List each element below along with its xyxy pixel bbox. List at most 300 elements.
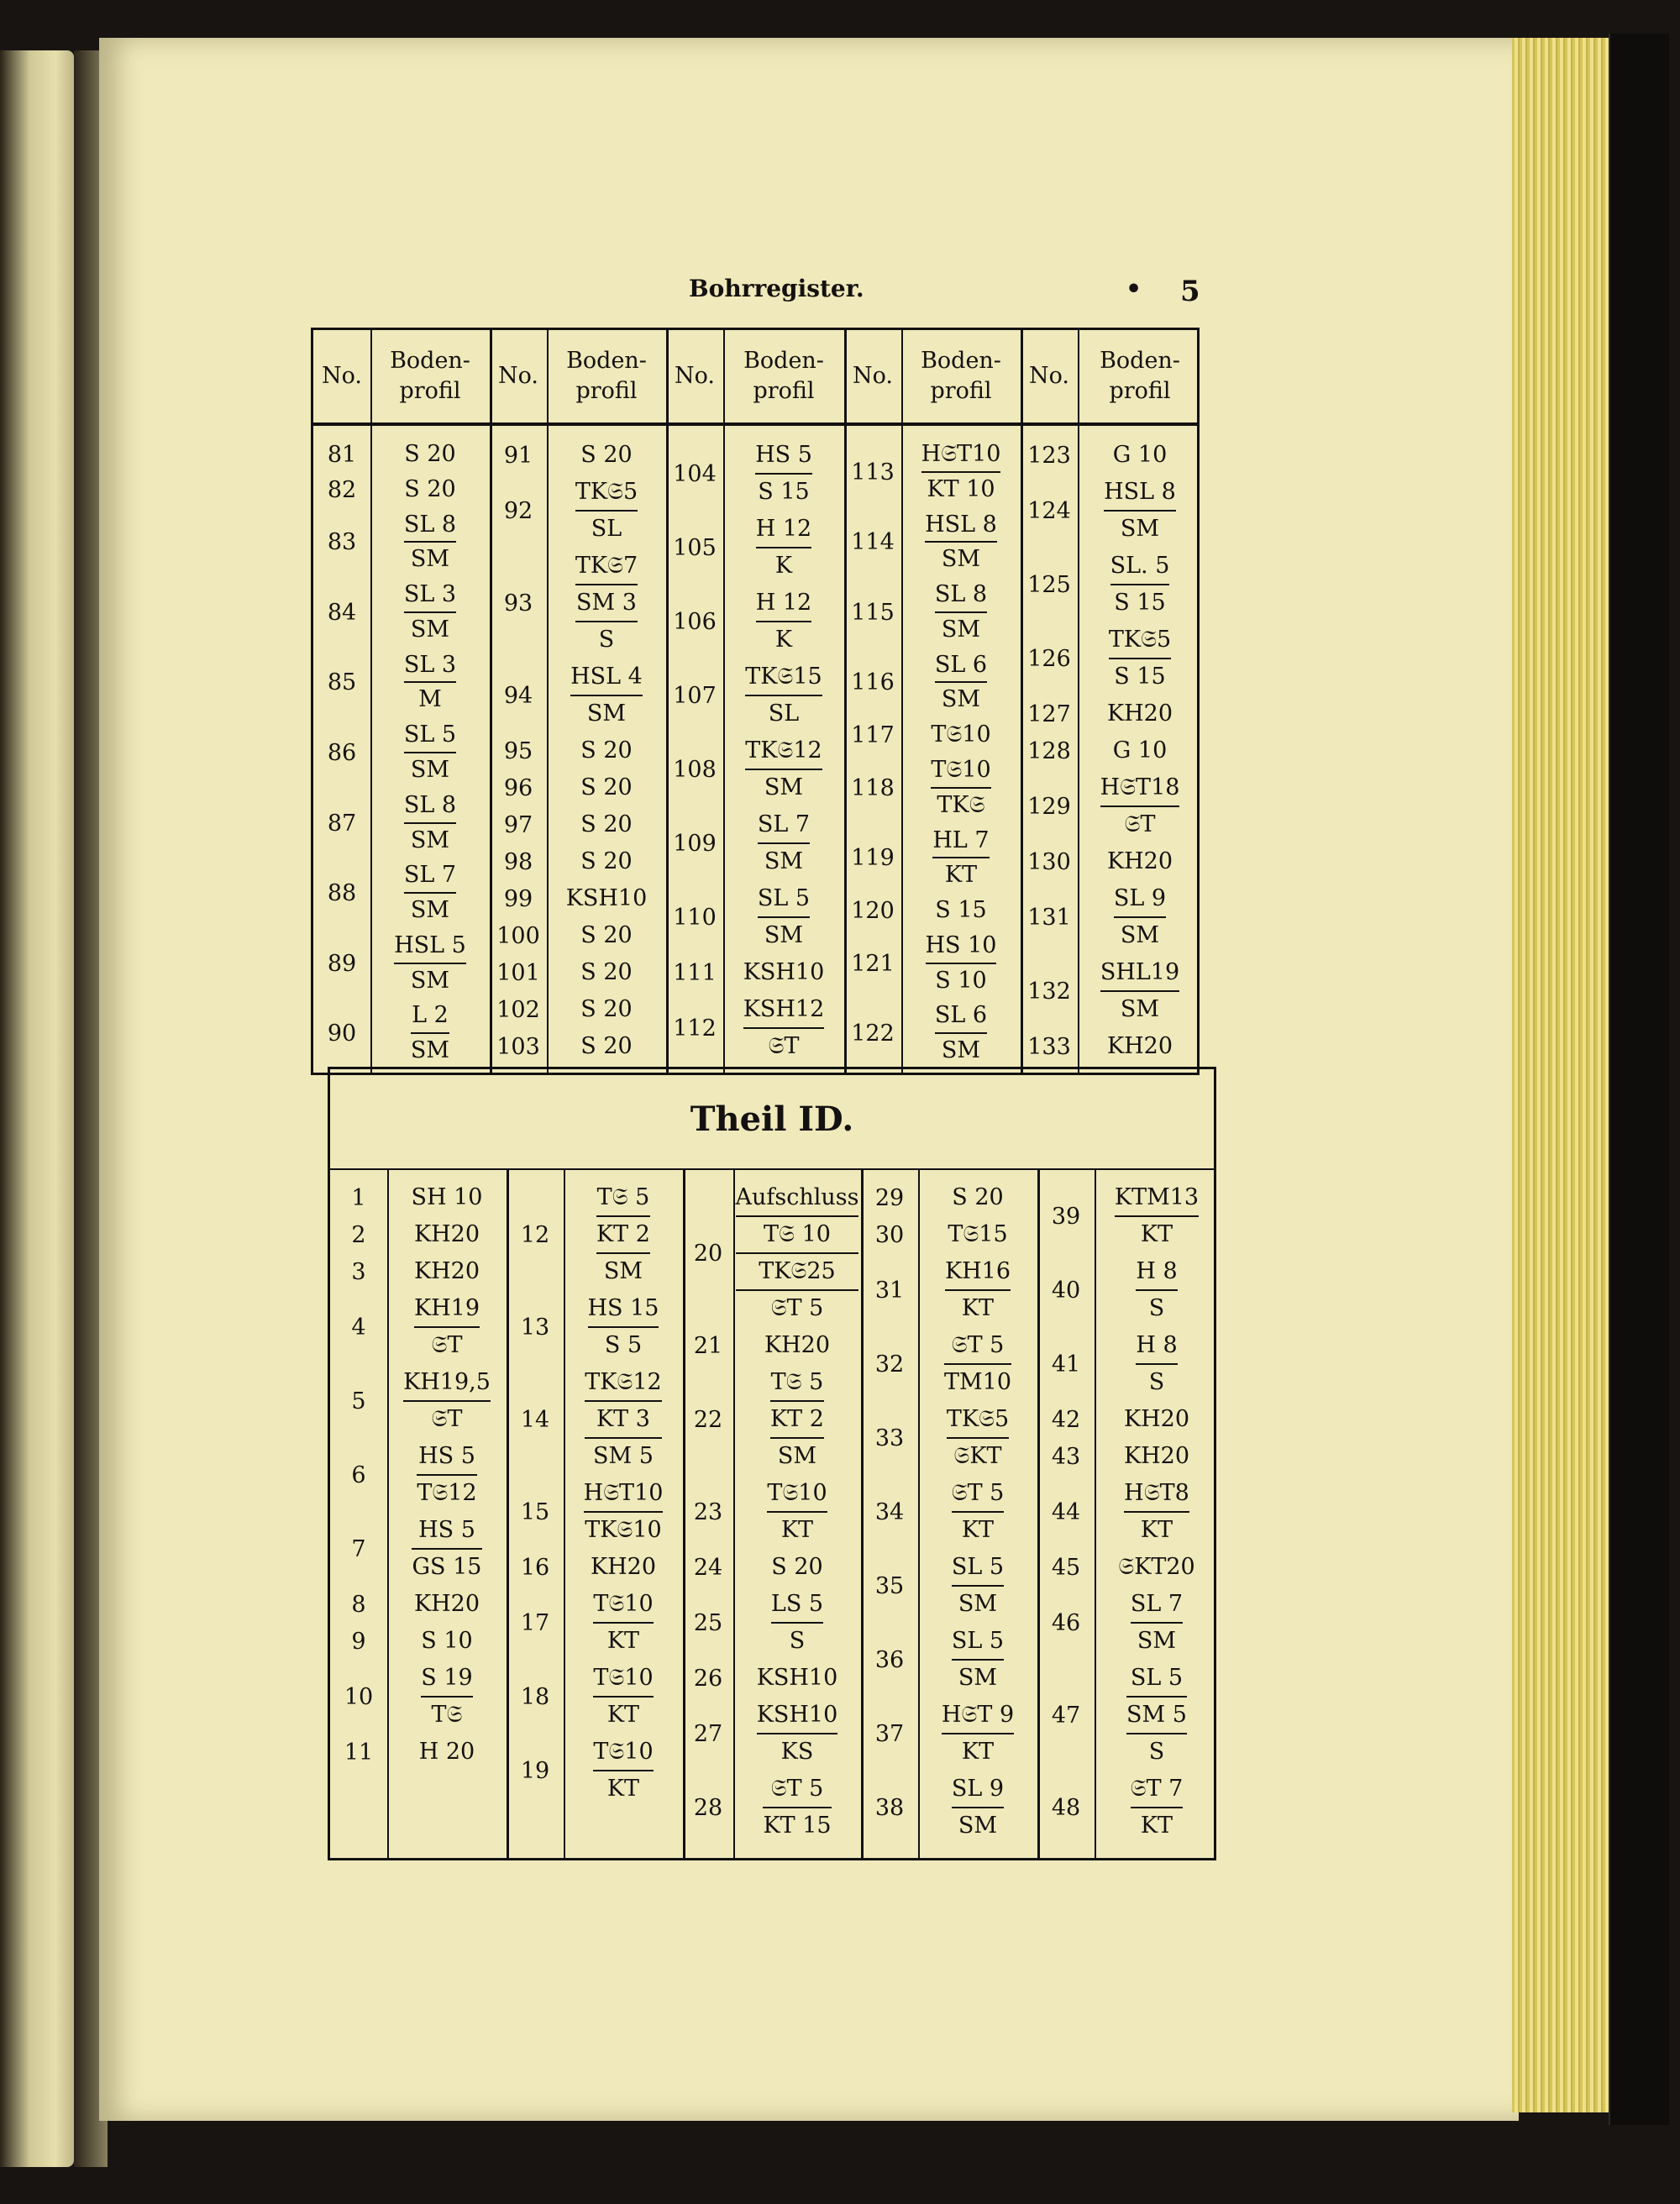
- header-line-2: profil: [1109, 378, 1171, 404]
- borehole-table-part1: [311, 328, 1200, 1075]
- soil-profile: [901, 929, 1021, 998]
- profile-lower: SM: [758, 916, 810, 953]
- soil-profile: [733, 1698, 861, 1770]
- soil-profile-fraction: [743, 992, 825, 1064]
- profile-upper: T𝔖10: [593, 1739, 654, 1765]
- profile-upper: HS 10: [925, 931, 997, 958]
- profile-lower: SM: [394, 963, 466, 998]
- profile-upper: HSL 5: [394, 931, 466, 958]
- soil-profile-fraction: [575, 475, 638, 547]
- profile-upper: H 12: [755, 516, 812, 542]
- profile-lower: 𝔖T: [403, 1400, 491, 1437]
- profile-upper: 𝔖KT20: [1118, 1554, 1195, 1580]
- soil-profile: [918, 1402, 1037, 1474]
- header-no: No.: [498, 363, 538, 389]
- boring-number: 94: [503, 683, 533, 709]
- profile-lower: KT 2: [770, 1400, 824, 1437]
- boring-number: 107: [673, 683, 717, 709]
- profile-lower: SM: [1100, 990, 1179, 1027]
- soil-profile-fraction: [417, 1439, 476, 1511]
- boring-number: 28: [693, 1795, 723, 1821]
- soil-profile-fraction: [570, 659, 643, 732]
- profile-lower: KT: [945, 1289, 1011, 1326]
- boring-number: 111: [673, 960, 717, 986]
- boring-number: 132: [1027, 979, 1071, 1005]
- profile-lower: S 15: [755, 473, 812, 510]
- boring-number: 87: [327, 810, 357, 837]
- profile-upper: S 15: [935, 897, 987, 924]
- boring-number: 33: [874, 1425, 905, 1451]
- profile-lower: TK𝔖: [931, 787, 990, 822]
- soil-profile-fraction: [1113, 438, 1168, 473]
- boring-number: 17: [520, 1610, 550, 1636]
- boring-number: 120: [851, 898, 895, 924]
- soil-profile: [1095, 1476, 1219, 1548]
- soil-profile: [387, 1365, 507, 1437]
- boring-number: 44: [1051, 1499, 1081, 1525]
- boring-number: 129: [1027, 794, 1071, 820]
- boring-number: 29: [874, 1185, 905, 1211]
- profile-upper: H 8: [1136, 1258, 1178, 1284]
- profile-lower: SM: [952, 1659, 1004, 1696]
- profile-lower: S: [1136, 1363, 1177, 1400]
- header-line-1: Boden-: [921, 348, 1001, 374]
- soil-profile-fraction: [580, 807, 632, 842]
- profile-upper: H 20: [418, 1739, 475, 1765]
- page-number: 5: [1180, 275, 1200, 308]
- soil-profile: [547, 659, 666, 732]
- soil-profile-fraction: [743, 955, 825, 990]
- soil-profile: [370, 929, 490, 998]
- soil-profile-fraction: [404, 648, 456, 717]
- soil-profile: [723, 659, 844, 732]
- soil-profile-fraction: [931, 718, 990, 752]
- profile-upper: T𝔖10: [593, 1665, 654, 1691]
- profile-upper: SL 5: [403, 722, 457, 748]
- soil-profile: [547, 918, 666, 953]
- boring-number: 86: [327, 740, 357, 766]
- soil-profile-fraction: [757, 1661, 838, 1696]
- soil-profile-fraction: [580, 918, 632, 953]
- boring-number: 114: [851, 529, 895, 556]
- profile-upper: SL 7: [403, 862, 457, 889]
- soil-profile-fraction: [580, 770, 632, 806]
- soil-profile: [918, 1217, 1037, 1252]
- boring-number: 18: [520, 1684, 550, 1710]
- profile-upper: H 12: [755, 590, 812, 616]
- boring-number: 27: [693, 1721, 723, 1747]
- boring-number: 45: [1051, 1555, 1081, 1581]
- profile-upper: HSL 8: [925, 511, 997, 538]
- soil-profile: [547, 992, 666, 1027]
- profile-upper: T𝔖15: [948, 1221, 1008, 1247]
- soil-profile: [901, 753, 1021, 822]
- soil-profile: [723, 585, 844, 658]
- profile-lower: SM: [952, 1807, 1004, 1844]
- soil-profile-fraction: [580, 438, 632, 473]
- soil-profile: [733, 1661, 861, 1696]
- soil-profile-fraction: [394, 929, 466, 998]
- boring-number: 25: [693, 1610, 723, 1636]
- soil-profile: [918, 1771, 1037, 1844]
- profile-upper: KSH10: [565, 885, 648, 911]
- profile-upper: HSL 4: [570, 664, 643, 690]
- soil-profile-fraction: [421, 1661, 472, 1733]
- boring-number: 85: [327, 669, 357, 696]
- header-bodenprofil: [370, 330, 490, 422]
- boring-number: 12: [520, 1222, 550, 1248]
- soil-profile-fraction: [770, 1365, 824, 1474]
- profile-upper: S 19: [421, 1665, 473, 1691]
- profile-upper: SL. 5: [1110, 553, 1170, 579]
- boring-number: 88: [327, 880, 357, 907]
- soil-profile: [723, 733, 844, 806]
- profile-upper: S 20: [580, 811, 633, 837]
- soil-profile-fraction: [412, 1180, 483, 1215]
- profile-lower: SM: [925, 541, 997, 576]
- soil-profile: [370, 999, 490, 1068]
- soil-profile: [387, 1513, 507, 1585]
- profile-upper: SL 6: [934, 651, 988, 678]
- boring-number: 84: [327, 599, 357, 626]
- soil-profile: [723, 438, 844, 510]
- soil-profile: [387, 1661, 507, 1733]
- header-no: No.: [675, 363, 715, 389]
- profile-upper: KH20: [1106, 1033, 1173, 1059]
- boring-number: 32: [874, 1351, 905, 1378]
- profile-lower: SM: [935, 611, 987, 647]
- profile-lower: KT 3: [585, 1400, 662, 1437]
- profile-upper: 𝔖T 5: [951, 1480, 1005, 1506]
- soil-profile-fraction: [575, 548, 638, 658]
- boring-number: 43: [1051, 1444, 1081, 1470]
- soil-profile-fraction: [404, 578, 456, 647]
- soil-profile: [723, 955, 844, 990]
- boring-number: 6: [351, 1462, 366, 1488]
- profile-upper: LS 5: [770, 1591, 824, 1617]
- boring-number: 91: [503, 443, 533, 469]
- soil-profile: [901, 894, 1021, 927]
- profile-lower: SL: [575, 510, 638, 547]
- boring-number: 110: [673, 905, 717, 931]
- profile-upper: S 20: [771, 1554, 823, 1580]
- profile-lower: SM: [770, 1437, 824, 1474]
- soil-profile: [370, 438, 490, 471]
- boring-number: 38: [874, 1795, 905, 1821]
- book-cover: [1609, 34, 1669, 2125]
- soil-profile-fraction: [926, 929, 997, 998]
- profile-upper: TK𝔖12: [585, 1369, 662, 1395]
- boring-number: 2: [351, 1222, 366, 1248]
- soil-profile-fraction: [591, 1550, 656, 1585]
- profile-upper: T𝔖10: [767, 1480, 827, 1506]
- soil-profile-fraction: [404, 858, 456, 927]
- soil-profile: [901, 648, 1021, 717]
- boring-number: 15: [520, 1499, 550, 1525]
- soil-profile: [1078, 475, 1202, 547]
- soil-profile: [387, 1439, 507, 1511]
- soil-profile: [733, 1328, 861, 1363]
- soil-profile-fraction: [1131, 1771, 1184, 1844]
- header-line-2: profil: [575, 378, 638, 404]
- soil-profile: [547, 770, 666, 806]
- profile-upper: S 20: [580, 737, 633, 764]
- boring-number: 34: [874, 1499, 905, 1525]
- profile-lower: SM: [952, 1585, 1004, 1622]
- soil-profile-fraction: [925, 508, 997, 577]
- profile-lower: 𝔖T 5: [736, 1289, 859, 1326]
- profile-lower: KT: [1124, 1511, 1189, 1548]
- boring-number: 96: [503, 775, 533, 801]
- table-header: [313, 330, 1197, 426]
- boring-number: 105: [673, 535, 717, 561]
- boring-number: 133: [1027, 1034, 1071, 1060]
- boring-number: 30: [874, 1222, 905, 1248]
- profile-upper: KH20: [1123, 1406, 1190, 1432]
- profile-lower: SM 5: [1126, 1696, 1187, 1733]
- profile-upper: SL 9: [951, 1776, 1005, 1802]
- boring-number: 95: [503, 738, 533, 764]
- soil-profile: [733, 1180, 861, 1326]
- soil-profile: [1095, 1771, 1219, 1844]
- soil-profile-fraction: [404, 718, 456, 787]
- soil-profile: [370, 508, 490, 577]
- boring-number: 89: [327, 950, 357, 977]
- boring-number: 92: [503, 498, 533, 524]
- profile-upper: SL 5: [951, 1554, 1005, 1580]
- boring-number: 106: [673, 609, 717, 635]
- profile-lower: SM: [1131, 1622, 1183, 1659]
- soil-profile: [733, 1771, 861, 1844]
- profile-upper: KH20: [1123, 1443, 1190, 1469]
- boring-number: 47: [1051, 1703, 1081, 1729]
- boring-number: 104: [673, 461, 717, 487]
- boring-number: 130: [1027, 849, 1071, 875]
- header-no: No.: [853, 363, 893, 389]
- soil-profile: [901, 824, 1021, 893]
- soil-profile-fraction: [935, 894, 986, 927]
- soil-profile: [733, 1550, 861, 1585]
- soil-profile-fraction: [1136, 1254, 1177, 1326]
- soil-profile: [370, 718, 490, 787]
- profile-upper: KSH10: [756, 1702, 838, 1728]
- soil-profile-fraction: [948, 1217, 1007, 1252]
- profile-upper: KH19,5: [403, 1369, 491, 1395]
- soil-profile-fraction: [935, 999, 987, 1068]
- soil-profile: [547, 475, 666, 547]
- profile-lower: KT: [593, 1770, 653, 1807]
- soil-profile-fraction: [412, 1513, 481, 1585]
- soil-profile-fraction: [757, 1698, 838, 1770]
- soil-profile-fraction: [1107, 696, 1173, 732]
- soil-profile: [387, 1291, 507, 1363]
- soil-profile: [370, 648, 490, 717]
- profile-upper: HS 5: [418, 1517, 475, 1543]
- soil-profile: [387, 1180, 507, 1215]
- profile-lower: 𝔖T: [414, 1326, 480, 1363]
- profile-upper: SL 7: [757, 811, 811, 837]
- soil-profile: [370, 858, 490, 927]
- profile-upper: HS 5: [755, 442, 812, 468]
- profile-upper: KH20: [413, 1258, 480, 1284]
- soil-profile-fraction: [580, 992, 632, 1027]
- boring-number: 22: [693, 1407, 723, 1433]
- profile-upper: T𝔖 5: [770, 1369, 824, 1395]
- profile-upper: H𝔖T8: [1124, 1480, 1189, 1506]
- soil-profile: [918, 1550, 1037, 1622]
- profile-lower: T𝔖: [421, 1696, 472, 1733]
- header-line-1: Boden-: [1100, 348, 1180, 374]
- profile-lower: KT: [593, 1622, 653, 1659]
- soil-profile-fraction: [767, 1476, 827, 1548]
- boring-number: 102: [496, 997, 540, 1023]
- boring-number: 116: [851, 669, 895, 696]
- soil-profile-fraction: [921, 438, 1001, 506]
- soil-profile-fraction: [758, 881, 810, 953]
- header-no: No.: [322, 363, 362, 389]
- profile-lower: KT 10: [921, 471, 1001, 506]
- profile-upper: SL 5: [951, 1628, 1005, 1654]
- profile-upper: H𝔖T10: [921, 441, 1001, 467]
- profile-upper: H𝔖T 9: [941, 1702, 1015, 1728]
- profile-upper: TK𝔖7: [575, 553, 638, 579]
- profile-lower: SM: [570, 695, 643, 732]
- profile-lower: M: [404, 681, 456, 716]
- profile-lower: T𝔖 10: [736, 1215, 859, 1252]
- profile-upper: S 20: [404, 441, 456, 467]
- soil-profile-fraction: [1110, 548, 1170, 621]
- soil-profile: [1095, 1328, 1219, 1400]
- boring-number: 40: [1051, 1278, 1081, 1304]
- profile-upper: G 10: [1112, 737, 1168, 764]
- soil-profile: [1078, 622, 1202, 695]
- profile-upper: S 20: [580, 848, 633, 874]
- soil-profile: [733, 1365, 861, 1474]
- soil-profile: [918, 1328, 1037, 1400]
- profile-upper: H 8: [1136, 1332, 1178, 1358]
- soil-profile-fraction: [942, 1698, 1014, 1770]
- profile-upper: KSH12: [743, 996, 825, 1022]
- boring-number: 122: [851, 1021, 895, 1047]
- soil-profile-fraction: [756, 512, 812, 584]
- profile-upper: SL 6: [934, 1002, 988, 1029]
- soil-profile: [918, 1624, 1037, 1696]
- soil-profile-fraction: [736, 1180, 859, 1326]
- profile-lower: SM 3: [575, 584, 638, 621]
- boring-number: 24: [693, 1555, 723, 1581]
- boring-number: 16: [520, 1555, 550, 1581]
- boring-number: 128: [1027, 738, 1071, 764]
- boring-number: 20: [693, 1241, 723, 1267]
- soil-profile: [564, 1180, 683, 1289]
- soil-profile: [370, 789, 490, 858]
- boring-number: 98: [503, 849, 533, 875]
- profile-lower: SM: [1114, 916, 1166, 953]
- profile-upper: S 20: [580, 959, 633, 985]
- profile-upper: TK𝔖5: [575, 479, 638, 505]
- soil-profile-fraction: [947, 1402, 1009, 1474]
- soil-profile: [547, 1029, 666, 1064]
- soil-profile-fraction: [771, 1587, 823, 1659]
- soil-profile: [1078, 770, 1202, 842]
- boring-number: 8: [351, 1592, 366, 1618]
- boring-number: 46: [1051, 1610, 1081, 1636]
- header-bodenprofil: [901, 330, 1021, 422]
- soil-profile-fraction: [952, 1180, 1003, 1215]
- profile-lower: T𝔖12: [417, 1474, 476, 1511]
- boring-number: 21: [693, 1333, 723, 1359]
- soil-profile-fraction: [1115, 1180, 1199, 1252]
- soil-profile: [547, 548, 666, 658]
- profile-lower: S: [771, 1622, 823, 1659]
- profile-upper: H𝔖T10: [583, 1480, 664, 1506]
- boring-number: 121: [851, 950, 895, 977]
- soil-profile: [387, 1254, 507, 1289]
- header-no: No.: [1029, 363, 1069, 389]
- profile-upper: G 10: [1112, 442, 1168, 468]
- soil-profile-fraction: [944, 1328, 1011, 1400]
- soil-profile-fraction: [764, 1328, 830, 1363]
- profile-upper: KSH10: [743, 959, 825, 985]
- soil-profile-fraction: [755, 438, 812, 510]
- profile-upper: SL 8: [403, 791, 457, 818]
- boring-number: 48: [1051, 1795, 1081, 1821]
- profile-upper: 𝔖T 7: [1130, 1776, 1184, 1802]
- profile-lower: 𝔖KT: [947, 1437, 1009, 1474]
- soil-profile: [387, 1587, 507, 1622]
- profile-upper: T𝔖10: [593, 1591, 654, 1617]
- profile-upper: TK𝔖15: [745, 664, 822, 690]
- profile-upper: H𝔖T18: [1100, 774, 1180, 800]
- profile-lower: KT: [942, 1733, 1014, 1770]
- soil-profile: [1095, 1661, 1219, 1770]
- soil-profile-fraction: [1136, 1328, 1177, 1400]
- soil-profile-fraction: [952, 1624, 1004, 1696]
- header-dot: •: [1126, 275, 1142, 304]
- soil-profile-fraction: [1124, 1476, 1189, 1548]
- soil-profile-fraction: [593, 1734, 653, 1807]
- header-line-2: profil: [399, 378, 461, 404]
- profile-lower: SM: [404, 892, 456, 927]
- soil-profile: [901, 578, 1021, 647]
- soil-profile-fraction: [1124, 1439, 1189, 1474]
- profile-upper: T𝔖10: [931, 722, 991, 748]
- boring-number: 39: [1051, 1204, 1081, 1230]
- boring-number: 11: [344, 1740, 374, 1766]
- profile-upper: TK𝔖12: [745, 737, 822, 764]
- profile-upper: SL 9: [1113, 885, 1167, 911]
- profile-lower: KT 2: [596, 1215, 650, 1252]
- soil-profile: [1095, 1550, 1219, 1585]
- profile-lower: SM: [411, 1032, 449, 1068]
- profile-lower: SM: [745, 769, 822, 806]
- soil-profile: [387, 1734, 507, 1770]
- soil-profile-fraction: [931, 753, 990, 822]
- boring-number: 99: [503, 886, 533, 912]
- boring-number: 37: [874, 1721, 905, 1747]
- profile-lower: K: [756, 547, 812, 584]
- profile-upper: S 20: [952, 1184, 1004, 1210]
- soil-profile: [1095, 1587, 1219, 1659]
- soil-profile: [547, 881, 666, 916]
- boring-number: 125: [1027, 572, 1071, 598]
- profile-upper: SL 5: [1130, 1665, 1184, 1691]
- profile-lower: SM: [596, 1252, 650, 1289]
- profile-upper: SL 8: [403, 511, 457, 538]
- soil-profile-fraction: [1107, 844, 1173, 879]
- profile-lower: SM: [1104, 510, 1176, 547]
- profile-upper: S 20: [580, 442, 633, 468]
